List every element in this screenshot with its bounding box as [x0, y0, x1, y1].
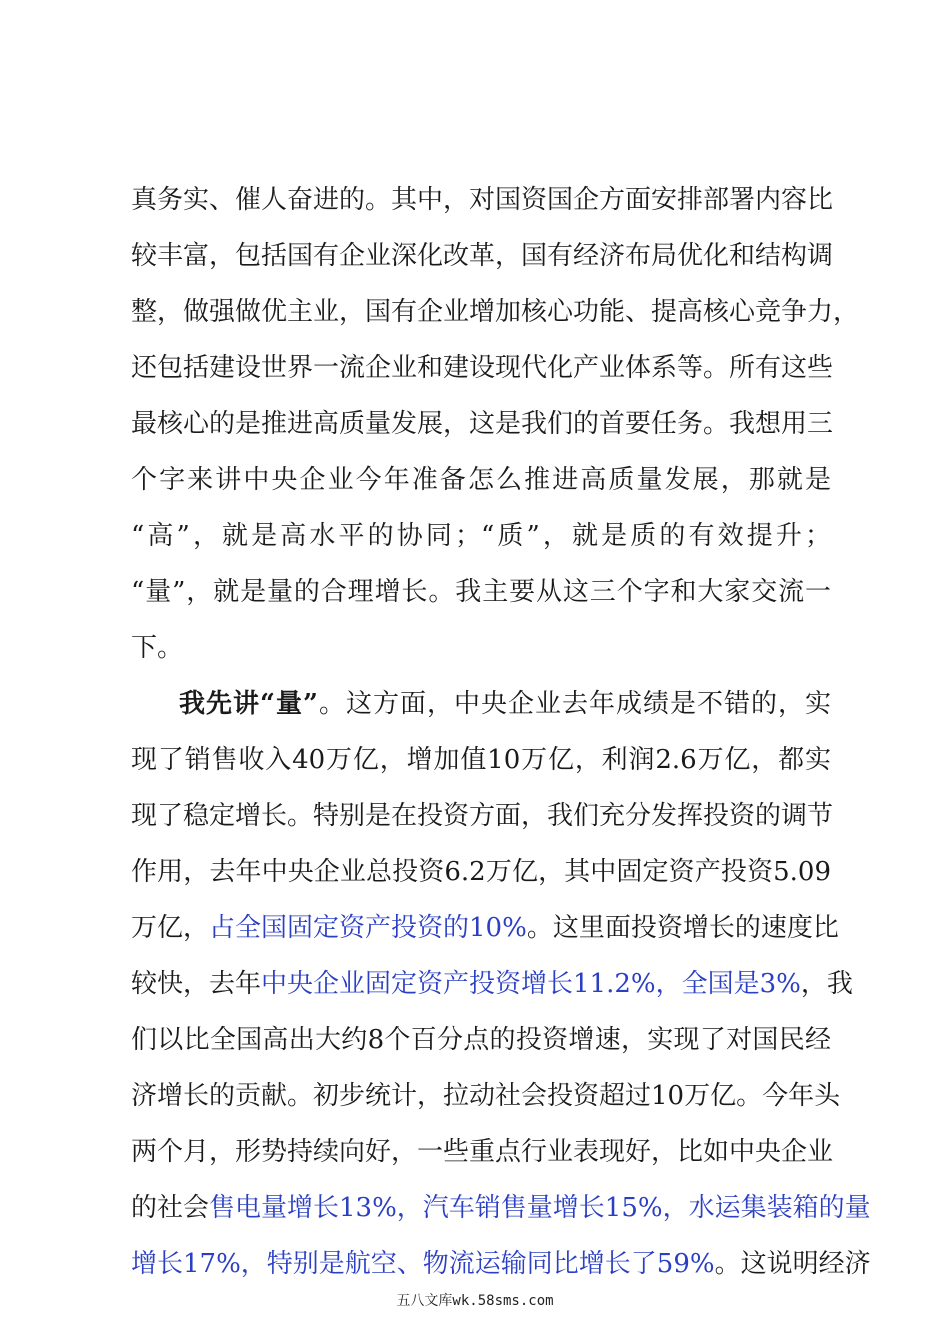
paragraph1-line-3: 整，做强做优主业，国有企业增加核心功能、提高核心竞争力， — [131, 297, 860, 327]
paragraph2-line-6-a: 较快，去年 — [131, 969, 262, 999]
paragraph2-line-11-b: 。这说明经济 — [714, 1249, 871, 1279]
paragraph2-line-10-a: 的社会 — [131, 1193, 210, 1223]
paragraph2-line-5-highlight: 占全国固定资产投资的10% — [209, 913, 527, 943]
paragraph1-line-4: 还包括建设世界一流企业和建设现代化产业体系等。所有这些 — [131, 353, 834, 383]
paragraph2-line-8: 济增长的贡献。初步统计，拉动社会投资超过10万亿。今年头 — [131, 1081, 841, 1111]
paragraph2-line-9: 两个月，形势持续向好，一些重点行业表现好，比如中央企业 — [131, 1137, 834, 1167]
paragraph2-line-1-text: 。这方面，中央企业去年成绩是不错的，实 — [317, 689, 831, 719]
paragraph1-line-5: 最核心的是推进高质量发展，这是我们的首要任务。我想用三 — [131, 409, 834, 439]
paragraph2-line-11-highlight: 增长17%，特别是航空、物流运输同比增长了59% — [131, 1249, 715, 1279]
paragraph2-line-10 — [131, 1190, 871, 1226]
paragraph2-line-5-b: 。这里面投资增长的速度比 — [526, 913, 839, 943]
paragraph2-heading: 我先讲“量” — [179, 689, 318, 719]
paragraph2-line-6-highlight: 中央企业固定资产投资增长11.2%，全国是3% — [261, 969, 801, 999]
paragraph2-line-11 — [131, 1246, 871, 1282]
paragraph2-line-5-a: 万亿， — [131, 913, 210, 943]
paragraph2-line-7: 们以比全国高出大约8个百分点的投资增速，实现了对国民经 — [131, 1025, 831, 1055]
paragraph1-line-7: “高”，就是高水平的协同；“质”，就是质的有效提升； — [131, 521, 831, 551]
paragraph2-line-10-highlight: 售电量增长13%，汽车销售量增长15%，水运集装箱的量 — [209, 1193, 871, 1223]
paragraph2-line-1 — [179, 686, 831, 722]
paragraph2-line-3: 现了稳定增长。特别是在投资方面，我们充分发挥投资的调节 — [131, 801, 834, 831]
paragraph1-line-6: 个字来讲中央企业今年准备怎么推进高质量发展，那就是 — [131, 465, 831, 495]
paragraph2-line-2: 现了销售收入40万亿，增加值10万亿，利润2.6万亿，都实 — [131, 745, 831, 775]
paragraph2-line-6 — [131, 966, 853, 1002]
paragraph1-line-9: 下。 — [131, 633, 184, 663]
paragraph1-line-2: 较丰富，包括国有企业深化改革，国有经济布局优化和结构调 — [131, 241, 834, 271]
paragraph2-line-5 — [131, 910, 839, 946]
paragraph2-line-4: 作用，去年中央企业总投资6.2万亿，其中固定资产投资5.09 — [131, 857, 831, 887]
paragraph1-line-1: 真务实、催人奋进的。其中，对国资国企方面安排部署内容比 — [131, 185, 834, 215]
paragraph1-line-8: “量”，就是量的合理增长。我主要从这三个字和大家交流一 — [131, 577, 831, 607]
paragraph2-line-6-b: ，我 — [800, 969, 853, 999]
footer-watermark: 五八文库wk.58sms.com — [396, 1293, 554, 1309]
